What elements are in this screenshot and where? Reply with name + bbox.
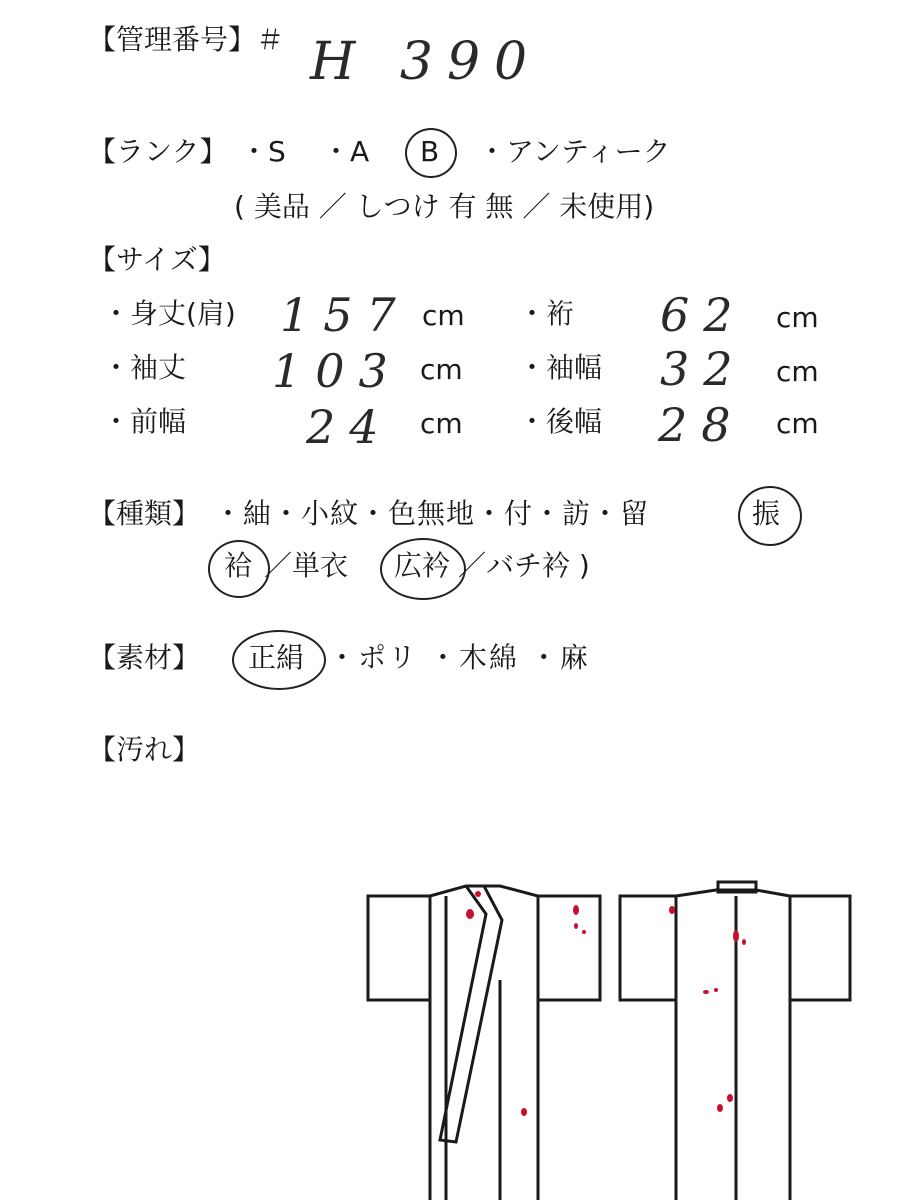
- back-collar: [718, 882, 756, 892]
- back-stain-mark: [727, 1094, 733, 1102]
- kind-option-hitoe: ／単衣: [264, 549, 349, 582]
- front-left-sleeve: [368, 896, 430, 1000]
- back-stain-mark: [717, 1104, 723, 1112]
- front-stain-mark: [573, 905, 579, 915]
- size-yuki-label: ・裄: [518, 297, 575, 330]
- front-right-sleeve: [538, 896, 600, 1000]
- kind-options: ・紬・小紋・色無地・付・訪・留: [214, 497, 650, 530]
- size-sleeve-length-label: ・袖丈: [102, 351, 187, 384]
- size-shoulder-length-label: ・身丈(肩): [102, 297, 236, 330]
- size-front-width-unit: cm: [420, 407, 463, 440]
- kind-option-awase: 袷: [224, 549, 253, 582]
- rank-condition-note: ( 美品 ／ しつけ 有 無 ／ 未使用): [234, 190, 655, 223]
- rank-label: 【ランク】: [88, 135, 228, 168]
- back-left-sleeve: [620, 896, 676, 1000]
- size-shoulder-length-unit: cm: [422, 299, 465, 332]
- kimono-front-diagram: [360, 880, 600, 1200]
- front-stain-mark: [466, 909, 474, 919]
- size-front-width-label: ・前幅: [102, 405, 187, 438]
- size-yuki-unit: cm: [776, 301, 819, 334]
- size-back-width-value: 28: [658, 398, 745, 452]
- front-stain-mark: [521, 1108, 527, 1116]
- back-stain-mark: [742, 939, 746, 945]
- kimono-back-diagram: [620, 880, 850, 1200]
- material-label: 【素材】: [88, 641, 201, 674]
- size-back-width-unit: cm: [776, 407, 819, 440]
- kind-option-hiroeri: 広衿: [394, 549, 451, 582]
- rank-option-antique: ・アンティーク: [478, 135, 671, 168]
- size-sleeve-width-unit: cm: [776, 355, 819, 388]
- kind-option-furisode: 振: [752, 497, 781, 530]
- management-number-label: 【管理番号】＃: [88, 23, 285, 56]
- material-options: ・ポリ ・木綿 ・麻: [328, 641, 590, 674]
- size-label: 【サイズ】: [88, 243, 226, 276]
- front-stain-mark: [475, 891, 481, 897]
- rank-option-a: ・A: [322, 135, 370, 168]
- front-stain-mark: [582, 930, 586, 934]
- back-stain-mark: [714, 988, 718, 992]
- management-number-value: H 390: [310, 32, 542, 92]
- size-sleeve-width-label: ・袖幅: [518, 351, 603, 384]
- back-stain-mark: [733, 930, 739, 942]
- back-stain-mark: [703, 990, 709, 994]
- size-sleeve-length-unit: cm: [420, 353, 463, 386]
- stain-label: 【汚れ】: [88, 733, 201, 766]
- size-sleeve-length-value: 103: [272, 344, 402, 398]
- back-stain-mark: [669, 906, 675, 914]
- front-collar-band: [440, 886, 502, 1142]
- size-yuki-value: 62: [660, 288, 747, 342]
- rank-option-s: ・S: [240, 135, 286, 168]
- size-back-width-label: ・後幅: [518, 405, 603, 438]
- material-option-silk: 正絹: [248, 641, 305, 674]
- kind-label: 【種類】: [88, 497, 201, 530]
- size-shoulder-length-value: 157: [280, 288, 410, 342]
- back-right-sleeve: [790, 896, 850, 1000]
- front-stain-mark: [574, 923, 578, 929]
- rank-option-b: B: [420, 135, 440, 168]
- back-body-outline: [676, 890, 790, 1200]
- size-front-width-value: 24: [306, 400, 393, 454]
- kind-option-bachieri: ／バチ衿 ): [458, 549, 590, 582]
- size-sleeve-width-value: 32: [660, 342, 747, 396]
